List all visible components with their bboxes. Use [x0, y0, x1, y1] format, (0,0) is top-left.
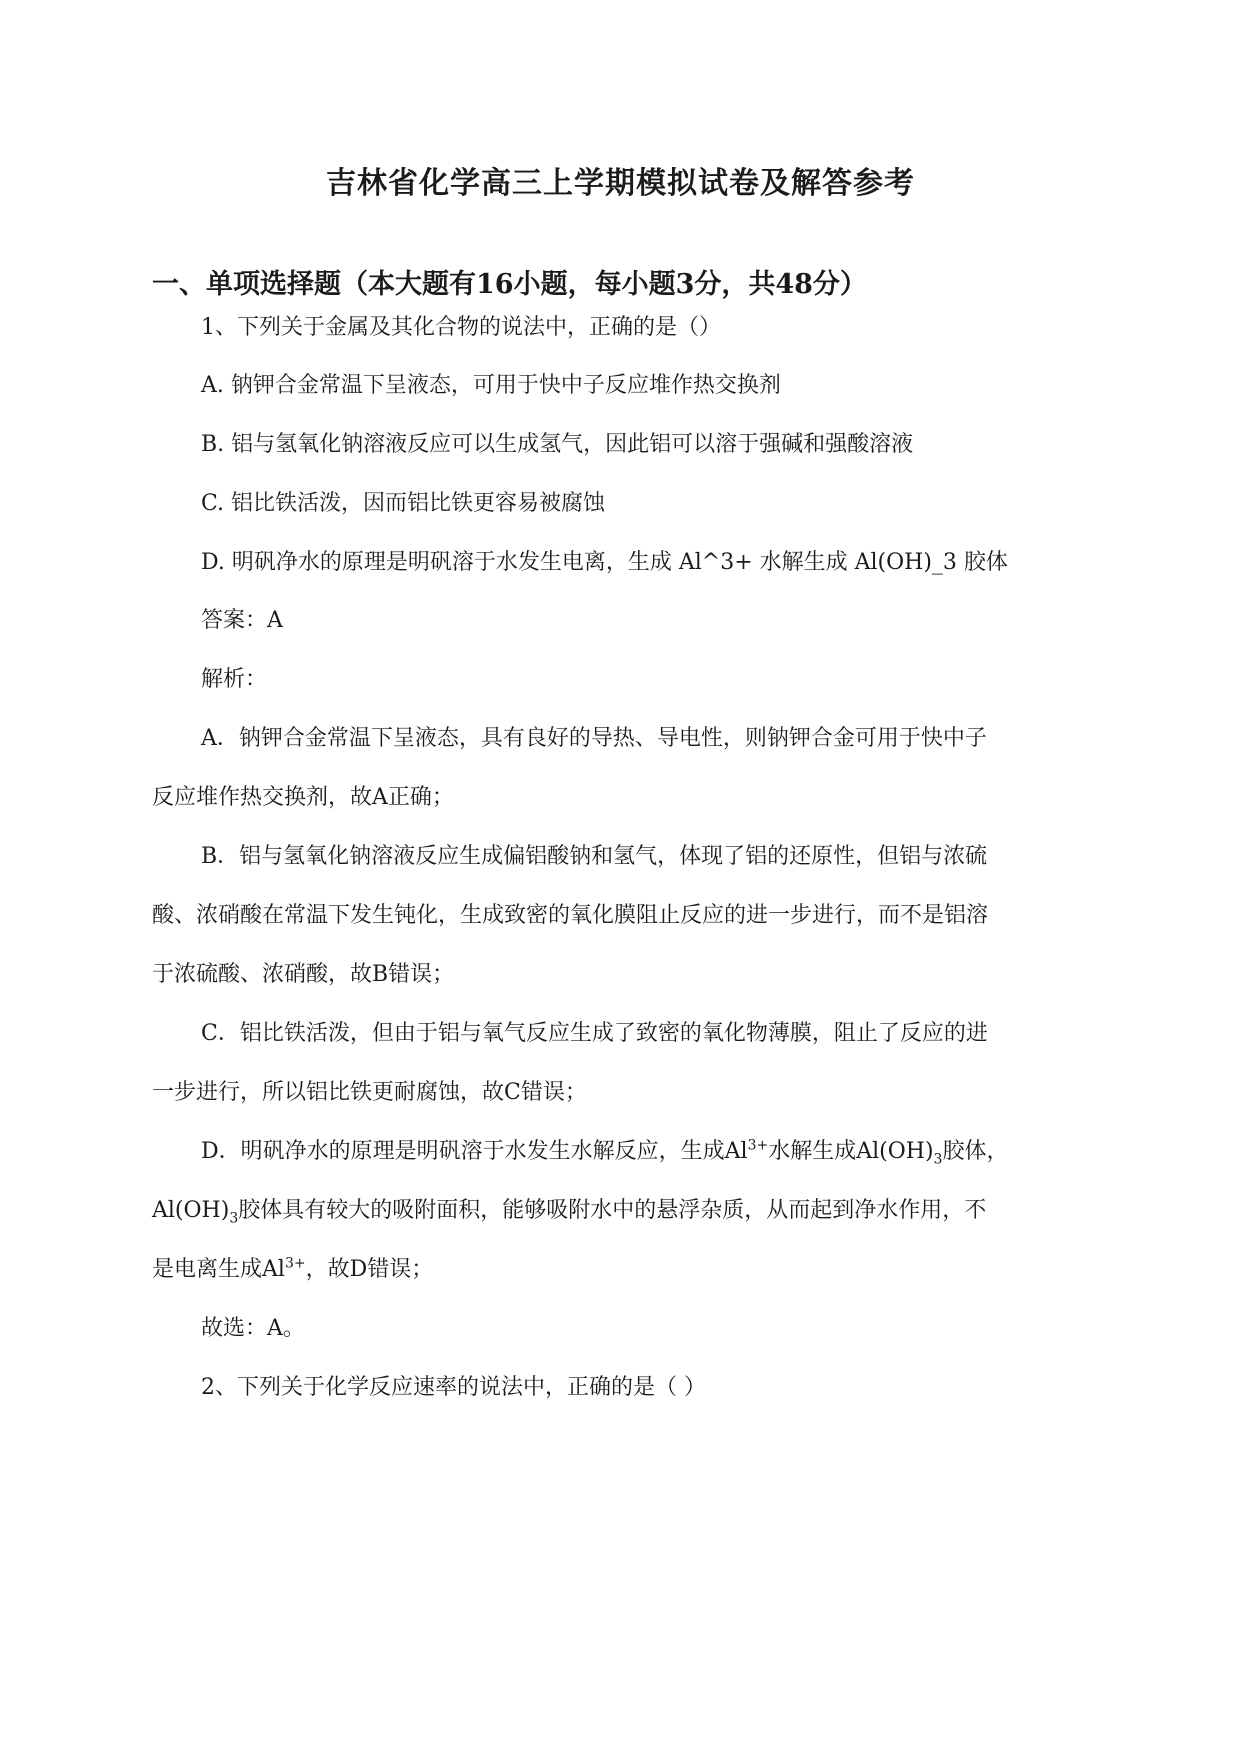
section-heading: 一、单项选择题（本大题有16小题，每小题3分，共48分）	[152, 269, 867, 300]
analysis-a-line-2: 反应堆作热交换剂，故A正确；	[152, 785, 454, 810]
formula-subscript: 3	[229, 1210, 239, 1227]
analysis-a-line-1: A．钠钾合金常温下呈液态，具有良好的导热、导电性，则钠钾合金可用于快中子	[201, 726, 987, 751]
question-1-answer: 答案：A	[201, 608, 283, 633]
analysis-c-line-2: 一步进行，所以铝比铁更耐腐蚀，故C错误；	[152, 1080, 587, 1105]
question-1-option-b: B. 铝与氢氧化钠溶液反应可以生成氢气，因此铝可以溶于强碱和强酸溶液	[201, 432, 914, 457]
analysis-d-line-2-part-b: 胶体具有较大的吸附面积，能够吸附水中的悬浮杂质，从而起到净水作用，不	[238, 1198, 987, 1223]
analysis-d-line-1-part-a: D．明矾净水的原理是明矾溶于水发生水解反应，生成Al	[201, 1139, 748, 1164]
analysis-d-line-3	[152, 1255, 433, 1285]
charge-superscript: 3+	[747, 1137, 769, 1154]
analysis-d-line-2	[152, 1196, 986, 1226]
analysis-d-line-3-part-a: 是电离生成Al	[152, 1257, 285, 1282]
charge-superscript: 3+	[284, 1255, 306, 1272]
analysis-b-line-2: 酸、浓硝酸在常温下发生钝化，生成致密的氧化膜阻止反应的进一步进行，而不是铝溶	[152, 903, 989, 928]
question-1-conclusion: 故选：A。	[201, 1316, 305, 1341]
analysis-d-line-3-part-b: ，故D错误；	[305, 1257, 434, 1282]
question-1-option-a: A. 钠钾合金常温下呈液态，可用于快中子反应堆作热交换剂	[201, 373, 781, 398]
analysis-b-line-3: 于浓硫酸、浓硝酸，故B错误；	[152, 962, 455, 987]
question-1-option-c: C. 铝比铁活泼，因而铝比铁更容易被腐蚀	[201, 491, 606, 516]
analysis-b-line-1: B．铝与氢氧化钠溶液反应生成偏铝酸钠和氢气，体现了铝的还原性，但铝与浓硫	[201, 844, 988, 869]
document-title: 吉林省化学高三上学期模拟试卷及解答参考	[326, 166, 915, 201]
question-1-stem: 1、下列关于金属及其化合物的说法中，正确的是（）	[201, 315, 721, 340]
analysis-d-line-1	[201, 1137, 1008, 1167]
question-2-stem: 2、下列关于化学反应速率的说法中，正确的是（ ）	[201, 1375, 706, 1400]
question-1-analysis-label: 解析：	[201, 667, 268, 692]
formula-subscript: 3	[933, 1151, 943, 1168]
question-1-option-d: D. 明矾净水的原理是明矾溶于水发生电离，生成 Al^3+ 水解生成 Al(OH)_3 胶体	[201, 550, 1008, 575]
analysis-d-line-2-part-a: Al(OH)	[152, 1198, 230, 1223]
analysis-d-line-1-part-c: 胶体，	[942, 1139, 1009, 1164]
analysis-d-line-1-part-b: 水解生成Al(OH)	[768, 1139, 934, 1164]
analysis-c-line-1: C．铝比铁活泼，但由于铝与氧气反应生成了致密的氧化物薄膜，阻止了反应的进	[201, 1021, 988, 1046]
